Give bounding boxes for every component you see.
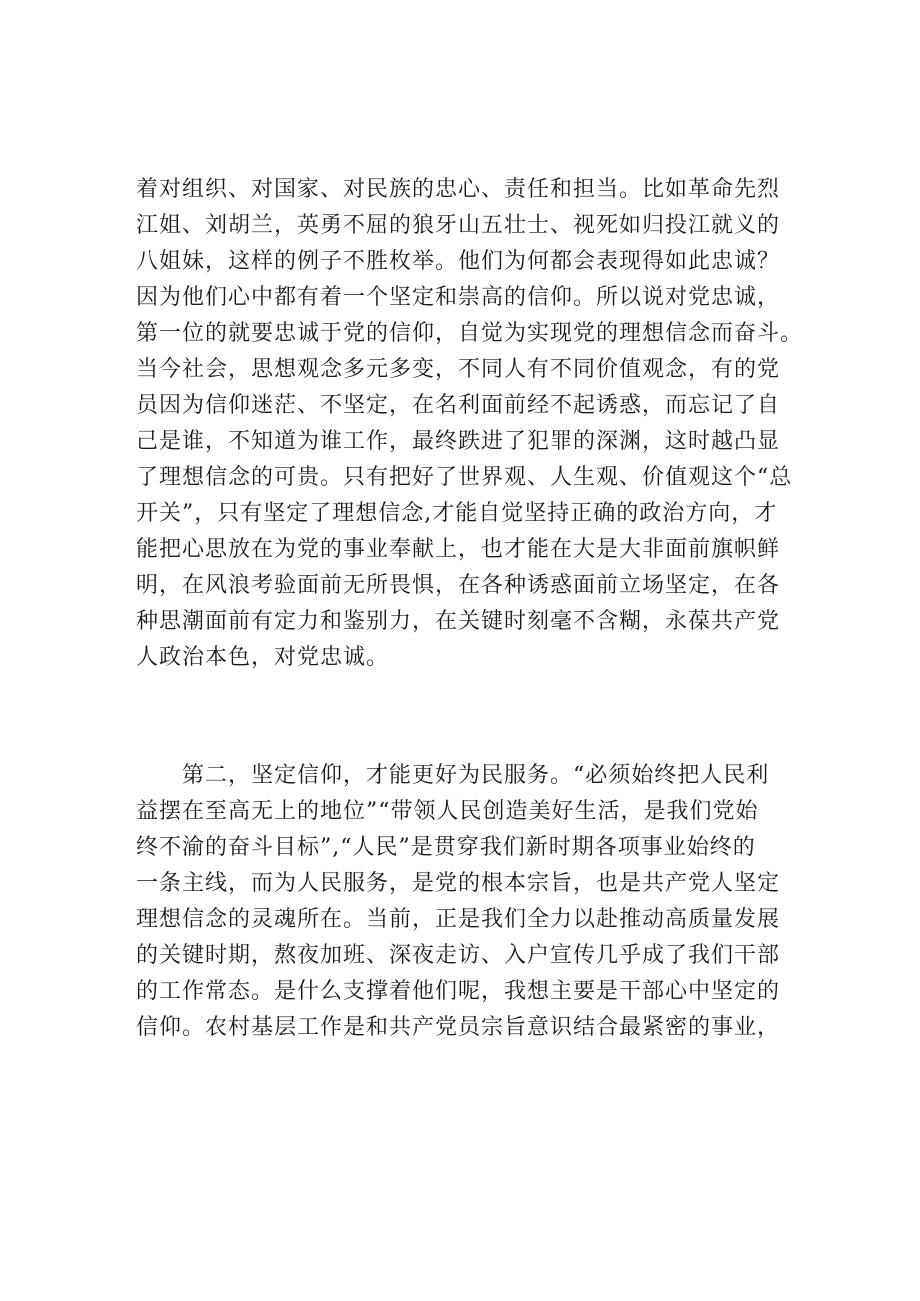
paragraph-loyalty [136, 172, 804, 676]
text-line: 一条主线，而为人民服务，是党的根本宗旨，也是共产党人坚定 [136, 871, 781, 896]
text-line: 益摆在至高无上的地位”“带领人民创造美好生活，是我们党始 [136, 799, 759, 824]
text-line: 八姐妹，这样的例子不胜枚举。他们为何都会表现得如此忠诚？ [136, 249, 781, 274]
text-line: 第一位的就要忠诚于党的信仰，自觉为实现党的理想信念而奋斗。 [136, 321, 804, 346]
text-line: 能把心思放在为党的事业奉献上，也才能在大是大非面前旗帜鲜 [136, 537, 781, 562]
text-line: 员因为信仰迷茫、不坚定，在名利面前经不起诱惑，而忘记了自 [136, 393, 781, 418]
text-line: 理想信念的灵魂所在。当前，正是我们全力以赴推动高质量发展 [136, 907, 781, 932]
text-line: 的工作常态。是什么支撑着他们呢，我想主要是干部心中坚定的 [136, 979, 781, 1004]
text-line: 第二，坚定信仰，才能更好为民服务。“必须始终把人民利 [136, 763, 770, 788]
text-line: 着对组织、对国家、对民族的忠心、责任和担当。比如革命先烈 [136, 177, 781, 202]
text-line: 己是谁，不知道为谁工作，最终跌进了犯罪的深渊，这时越凸显 [136, 429, 781, 454]
text-line: 明，在风浪考验面前无所畏惧，在各种诱惑面前立场坚定，在各 [136, 573, 781, 598]
paragraph-serve-people [136, 758, 796, 1046]
text-line: 的关键时期，熬夜加班、深夜走访、入户宣传几乎成了我们干部 [136, 943, 781, 968]
text-line: 因为他们心中都有着一个坚定和崇高的信仰。所以说对党忠诚， [136, 285, 781, 310]
text-line: 终不渝的奋斗目标”,“人民”是贯穿我们新时期各项事业始终的 [136, 835, 756, 860]
text-line: 信仰。农村基层工作是和共产党员宗旨意识结合最紧密的事业， [136, 1015, 781, 1040]
text-line: 当今社会，思想观念多元多变，不同人有不同价值观念，有的党 [136, 357, 781, 382]
text-line: 开关”，只有坚定了理想信念,才能自觉坚持正确的政治方向，才 [136, 501, 778, 526]
text-line: 种思潮面前有定力和鉴别力，在关键时刻毫不含糊，永葆共产党 [136, 609, 781, 634]
text-line: 人政治本色，对党忠诚。 [136, 645, 390, 670]
text-line: 了理想信念的可贵。只有把好了世界观、人生观、价值观这个“总 [136, 465, 793, 490]
text-line: 江姐、刘胡兰，英勇不屈的狼牙山五壮士、视死如归投江就义的 [136, 213, 781, 238]
